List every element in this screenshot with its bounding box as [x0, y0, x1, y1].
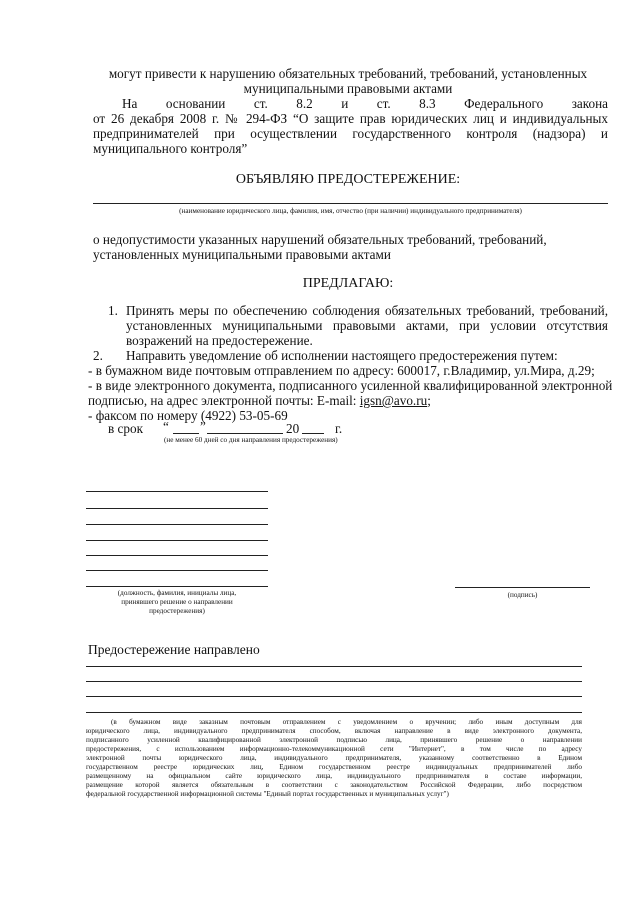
signature-line	[455, 587, 590, 588]
signature-caption: (подпись)	[507, 591, 538, 599]
organization-name-line	[93, 203, 608, 204]
deadline-day-line	[173, 433, 199, 434]
method-electronic-line-1: - в виде электронного документа, подписанного усиленной квалифицированной электронной	[88, 378, 613, 393]
sent-line	[86, 696, 582, 697]
method-electronic-line-2: подписью, на адрес электронной почты: E-mail: igsn@avo.ru;	[88, 393, 431, 408]
signer-caption-line-3: предостережения)	[149, 607, 205, 615]
intro-line-2: муниципальными правовыми актами	[243, 81, 453, 96]
signer-line	[86, 540, 268, 541]
deadline-month-line	[207, 433, 283, 434]
deadline-year-prefix: 20	[286, 421, 300, 436]
footnote-line-5: электронной почты юридического лица, индивидуального предпринимателя, указанному соответственно в Едином	[86, 754, 582, 762]
item-1-number: 1.	[108, 303, 118, 318]
inadmissibility-line-1: о недопустимости указанных нарушений обязательных требований, требований,	[93, 232, 547, 247]
signer-line	[86, 491, 268, 492]
declare-heading: ОБЪЯВЛЯЮ ПРЕДОСТЕРЕЖЕНИЕ:	[235, 172, 461, 187]
signer-line	[86, 570, 268, 571]
footnote-line-8: размещение которой является обязательным в соответствии с законодательством Российской Федерации, либо посредством	[86, 781, 582, 789]
basis-line-4: муниципального контроля”	[93, 141, 248, 156]
footnote-line-2: юридического лица, индивидуального предпринимателя способом, включая направление в виде электронного документа,	[86, 727, 582, 735]
deadline-close-quote: ”	[200, 419, 206, 434]
signer-line	[86, 555, 268, 556]
sent-heading: Предостережение направлено	[88, 642, 260, 657]
basis-line-3: предпринимателей при осуществлении государственного контроля (надзора) и	[93, 126, 608, 141]
footnote-line-6: государственном реестре юридических лиц, Едином государственном реестре индивидуальных предпринимателей либо	[86, 763, 582, 771]
footnote-line-7: размещенному на официальном сайте юридического лица, индивидуального предпринимателя в составе информации,	[86, 772, 582, 780]
item-2-line-1: Направить уведомление об исполнении настоящего предостережения путем:	[126, 348, 558, 363]
sent-line	[86, 666, 582, 667]
organization-caption: (наименование юридического лица, фамилия, имя, отчество (при наличии) индивидуального предпринимателя)	[179, 207, 522, 215]
basis-line-2: от 26 декабря 2008 г. № 294-ФЗ “О защите прав юридических лиц и индивидуальных	[93, 111, 608, 126]
deadline-year-suffix: г.	[335, 421, 343, 436]
propose-heading: ПРЕДЛАГАЮ:	[302, 276, 394, 291]
footnote-line-9: федеральной государственной информационной системы "Единый портал государственных и муниципальных услуг")	[86, 790, 449, 798]
signer-caption-line-2: принявшего решение о направлении	[121, 598, 233, 606]
deadline-year-line	[302, 433, 324, 434]
footnote-line-3: подписанного усиленной квалифицированной электронной подписью лица, принявшего решение о направлении	[86, 736, 582, 744]
deadline-open-quote: “	[163, 419, 169, 434]
footnote-line-1: (в бумажном виде заказным почтовым отправлением с уведомлением о вручении; либо иным доступным для	[111, 718, 582, 726]
item-1-line-2: установленных муниципальными правовыми актами, при условии отсутствия	[126, 318, 608, 333]
signer-line	[86, 586, 268, 587]
sent-line	[86, 681, 582, 682]
email-link[interactable]: igsn@avo.ru	[359, 393, 428, 408]
sent-line	[86, 712, 582, 713]
item-1-line-1: Принять меры по обеспечению соблюдения обязательных требований, требований,	[126, 303, 608, 318]
signer-caption-line-1: (должность, фамилия, инициалы лица,	[117, 589, 237, 597]
method-paper: - в бумажном виде почтовым отправлением по адресу: 600017, г.Владимир, ул.Мира, д.29;	[88, 363, 595, 378]
signer-line	[86, 508, 268, 509]
inadmissibility-line-2: установленных муниципальными правовыми актами	[93, 247, 391, 262]
item-2-number: 2.	[93, 348, 103, 363]
deadline-caption: (не менее 60 дней со дня направления предостережения)	[164, 436, 338, 444]
method-fax: - факсом по номеру (4922) 53-05-69	[88, 408, 288, 423]
item-1-line-3: возражений на предостережение.	[126, 333, 313, 348]
intro-line-1: могут привести к нарушению обязательных требований, требований, установленных	[108, 66, 588, 81]
basis-line-1: На основании ст. 8.2 и ст. 8.3 Федерального закона	[122, 96, 608, 111]
footnote-line-4: предостережения, с использованием информационно-телекоммуникационной сети "Интернет", в том числе по адресу	[86, 745, 582, 753]
deadline-prefix: в срок	[108, 421, 143, 436]
signer-line	[86, 524, 268, 525]
